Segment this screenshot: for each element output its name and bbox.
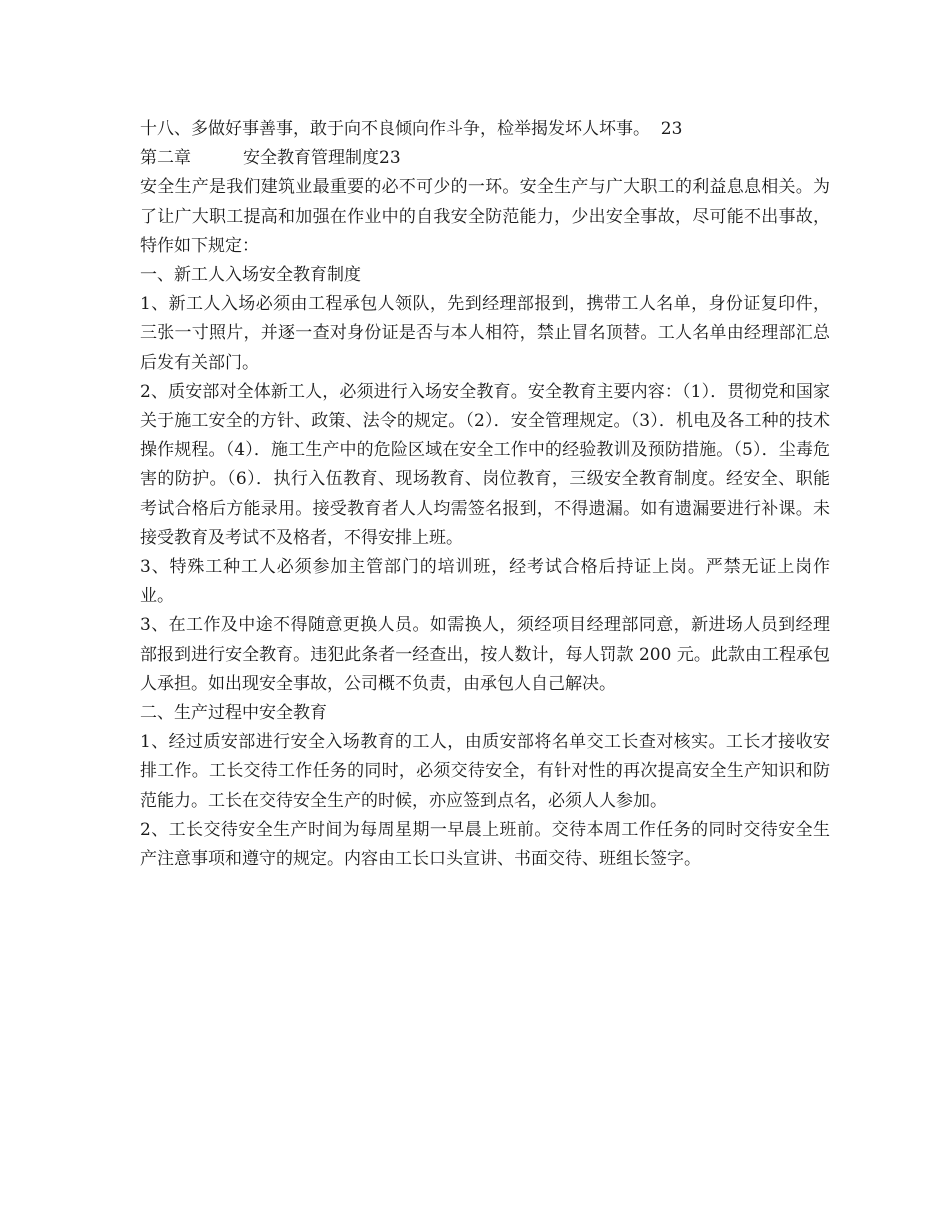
chapter-heading bbox=[140, 144, 830, 173]
intro-paragraph: 安全生产是我们建筑业最重要的必不可少的一环。安全生产与广大职工的利益息息相关。为了让广大职工提高和加强在作业中的自我安全防范能力，少出安全事故，尽可能不出事故，特作如下规定： bbox=[140, 177, 830, 256]
document-page bbox=[140, 115, 830, 874]
section-heading-1: 一、新工人入场安全教育制度 bbox=[140, 265, 361, 286]
paragraph-1-4: 3、在工作及中途不得随意更换人员。如需换人，须经项目经理部同意，新进场人员到经理部报到进行安全教育。违犯此条者一经查出，按人数计，每人罚款 200 元。此款由工程承包人承担。如出现安全事故，公司概不负责，由承包人自己解决。 bbox=[140, 615, 830, 694]
paragraph-2-2: 2、工长交待安全生产时间为每周星期一早晨上班前。交待本周工作任务的同时交待安全生产注意事项和遵守的规定。内容由工长口头宣讲、书面交待、班组长签字。 bbox=[140, 819, 830, 870]
toc-entry-18: 十八、多做好事善事，敢于向不良倾向作斗争，检举揭发坏人坏事。 23 bbox=[140, 119, 683, 139]
section-heading-2: 二、生产过程中安全教育 bbox=[140, 703, 327, 724]
paragraph-1-2: 2、质安部对全体新工人，必须进行入场安全教育。安全教育主要内容：（1）．贯彻党和国家关于施工安全的方针、政策、法令的规定。（2）．安全管理规定。（3）．机电及各工种的技术操作规程。（4）．施工生产中的危险区域在安全工作中的经验教训及预防措施。（5）．尘毒危害的防护。（6）．执行入伍教育、现场教育、岗位教育，三级安全教育制度。经安全、职能考试合格后方能录用。接受教育者人人均需签名报到，不得遗漏。如有遗漏要进行补课。未接受教育及考试不及格者，不得安排上班。 bbox=[140, 381, 830, 548]
chapter-label: 第二章 bbox=[140, 148, 191, 169]
paragraph-1-1: 1、新工人入场必须由工程承包人领队，先到经理部报到，携带工人名单，身份证复印件，三张一寸照片，并逐一查对身份证是否与本人相符，禁止冒名顶替。工人名单由经理部汇总后发有关部门。 bbox=[140, 294, 830, 373]
paragraph-1-3: 3、特殊工种工人必须参加主管部门的培训班，经考试合格后持证上岗。严禁无证上岗作业。 bbox=[140, 557, 830, 607]
chapter-title: 安全教育管理制度23 bbox=[243, 148, 401, 169]
paragraph-2-1: 1、经过质安部进行安全入场教育的工人，由质安部将名单交工长查对核实。工长才接收安排工作。工长交待工作任务的同时，必须交待安全，有针对性的再次提高安全生产知识和防范能力。工长在交待安全生产的时候，亦应签到点名，必须人人参加。 bbox=[140, 732, 830, 811]
